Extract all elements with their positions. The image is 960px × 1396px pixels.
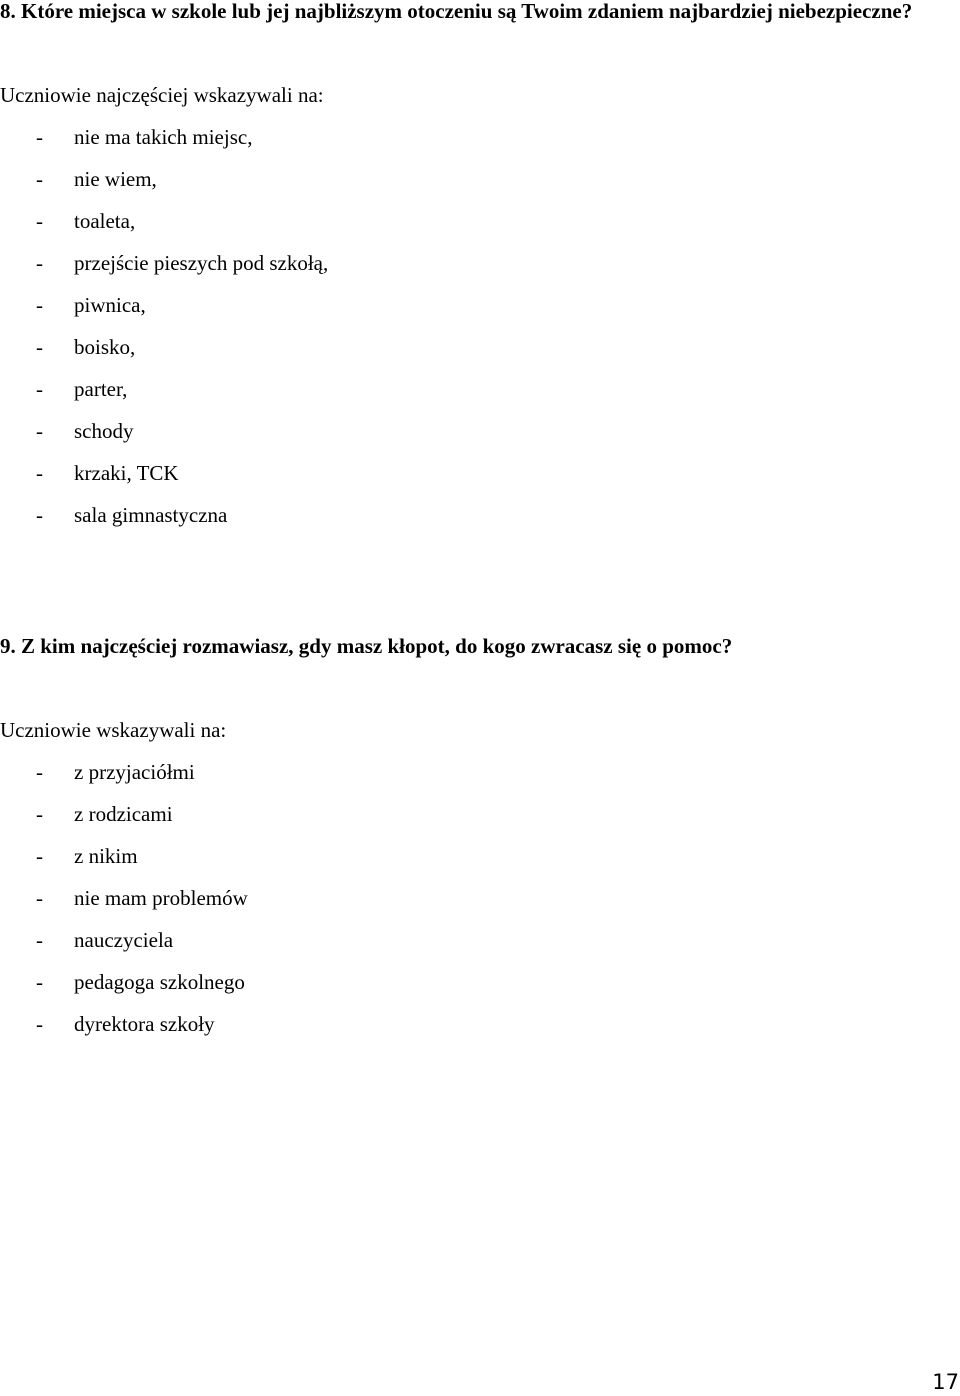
list-item [0, 368, 960, 410]
list-item [0, 877, 960, 919]
list-item [0, 751, 960, 793]
list-marker: - [36, 461, 43, 485]
list-item [0, 494, 960, 536]
list-item [0, 326, 960, 368]
list-item [0, 793, 960, 835]
answer-text: nie ma takich miejsc, [74, 125, 253, 149]
list-marker: - [36, 251, 43, 275]
answer-text: krzaki, TCK [74, 461, 179, 485]
answer-text: z rodzicami [74, 802, 173, 826]
list-item [0, 200, 960, 242]
answer-text: schody [74, 419, 134, 443]
question-8-section [0, 0, 960, 536]
list-marker: - [36, 419, 43, 443]
question-8-intro: Uczniowie najczęściej wskazywali na: [0, 83, 324, 107]
answer-text: dyrektora szkoły [74, 1012, 215, 1036]
list-marker: - [36, 293, 43, 317]
answer-text: z nikim [74, 844, 138, 868]
list-marker: - [36, 125, 43, 149]
page-number: 17 [932, 1370, 959, 1394]
list-marker: - [36, 1012, 43, 1036]
question-9-section [0, 625, 960, 1045]
list-marker: - [36, 886, 43, 910]
list-item [0, 1003, 960, 1045]
question-9-answer-list [0, 751, 960, 1045]
list-item [0, 116, 960, 158]
list-marker: - [36, 970, 43, 994]
list-item [0, 835, 960, 877]
list-marker: - [36, 760, 43, 784]
answer-text: boisko, [74, 335, 136, 359]
list-marker: - [36, 209, 43, 233]
list-item [0, 452, 960, 494]
list-marker: - [36, 928, 43, 952]
answer-text: parter, [74, 377, 128, 401]
list-marker: - [36, 503, 43, 527]
answer-text: sala gimnastyczna [74, 503, 228, 527]
question-8-answer-list [0, 116, 960, 536]
question-9-intro: Uczniowie wskazywali na: [0, 718, 227, 742]
list-item [0, 284, 960, 326]
answer-text: nie mam problemów [74, 886, 248, 910]
answer-text: toaleta, [74, 209, 136, 233]
question-8-title: 8. Które miejsca w szkole lub jej najbliższym otoczeniu są Twoim zdaniem najbardziej niebezpieczne? [0, 0, 913, 23]
list-marker: - [36, 335, 43, 359]
list-item [0, 158, 960, 200]
list-marker: - [36, 844, 43, 868]
list-marker: - [36, 377, 43, 401]
list-item [0, 242, 960, 284]
answer-text: z przyjaciółmi [74, 760, 195, 784]
list-marker: - [36, 802, 43, 826]
answer-text: piwnica, [74, 293, 146, 317]
answer-text: nie wiem, [74, 167, 157, 191]
question-9-title: 9. Z kim najczęściej rozmawiasz, gdy masz kłopot, do kogo zwracasz się o pomoc? [0, 634, 733, 658]
list-marker: - [36, 167, 43, 191]
list-item [0, 961, 960, 1003]
list-item [0, 410, 960, 452]
list-item [0, 919, 960, 961]
answer-text: pedagoga szkolnego [74, 970, 245, 994]
answer-text: nauczyciela [74, 928, 174, 952]
answer-text: przejście pieszych pod szkołą, [74, 251, 329, 275]
